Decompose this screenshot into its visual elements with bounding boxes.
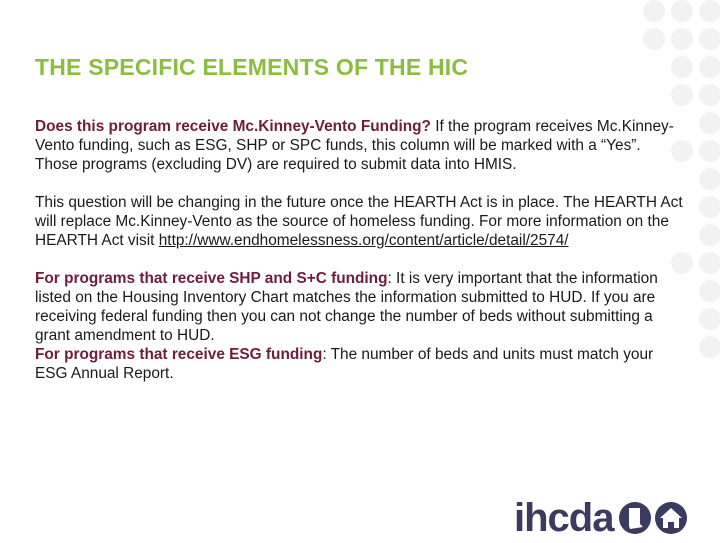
paragraph-shp-funding bbox=[35, 269, 685, 345]
shp-funding-lead: For programs that receive SHP and S+C funding bbox=[35, 270, 388, 287]
ihcda-logo bbox=[514, 493, 689, 543]
funding-question-lead: Does this program receive Mc.Kinney-Vento Funding? bbox=[35, 118, 431, 135]
esg-funding-lead: For programs that receive ESG funding bbox=[35, 346, 323, 363]
esg-funding-text: : The number of beds and units must match your ESG Annual Report. bbox=[35, 346, 654, 382]
paragraph-esg-funding bbox=[35, 345, 685, 383]
logo-icons bbox=[617, 500, 689, 536]
slide-title: THE SPECIFIC ELEMENTS OF THE HIC bbox=[35, 54, 469, 80]
house-icon bbox=[653, 500, 689, 536]
slide-body bbox=[35, 117, 685, 383]
paragraph-hearth-act bbox=[35, 193, 685, 250]
paragraph-funding-question bbox=[35, 117, 685, 174]
indiana-state-icon bbox=[617, 500, 653, 536]
hearth-act-link[interactable]: http://www.endhomelessness.org/content/article/detail/2574/ bbox=[158, 232, 569, 249]
shp-funding-text: : It is very important that the information listed on the Housing Inventory Chart matches the information submitted to HUD. If you are receiving federal funding then you can not change the number of beds without submitting a grant amendment to HUD. bbox=[35, 270, 658, 344]
logo-text: ihcda bbox=[514, 495, 614, 540]
funding-question-text: If the program receives Mc.Kinney-Vento funding, such as ESG, SHP or SPC funds, this column will be marked with a “Yes”. Those programs (excluding DV) are required to submit data into HMIS. bbox=[35, 118, 674, 173]
hearth-act-text: This question will be changing in the future once the HEARTH Act is in place. The HEARTH Act will replace Mc.Kinney-Vento as the source of homeless funding. For more information on the HEARTH Act visit bbox=[35, 194, 683, 249]
